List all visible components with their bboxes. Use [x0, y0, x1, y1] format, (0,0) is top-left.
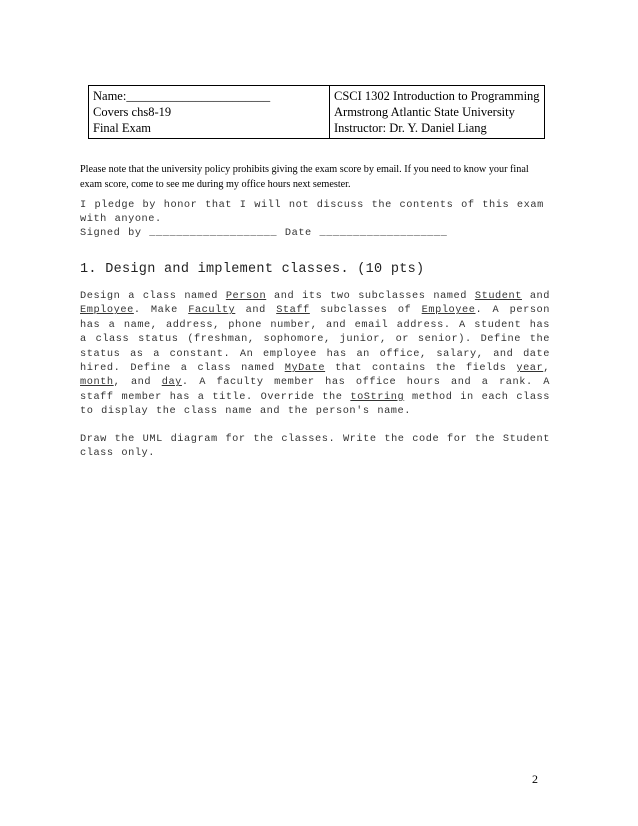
instructor-name: Instructor: Dr. Y. Daniel Liang	[334, 121, 487, 135]
honor-pledge: I pledge by honor that I will not discuss the contents of this exam with anyone.	[80, 199, 544, 226]
class-name-student: Student	[474, 290, 522, 302]
q1-text: and	[235, 304, 277, 317]
q1-text: ,	[543, 362, 550, 375]
q1-text: , and	[113, 376, 162, 389]
class-name-mydate: MyDate	[284, 362, 326, 375]
field-day: day	[161, 376, 182, 389]
header-right-cell	[330, 86, 545, 139]
method-tostring: toString	[350, 390, 405, 403]
class-name-person: Person	[225, 290, 267, 302]
q1-text: method in each class to display the class name and the person's name.	[80, 390, 551, 418]
class-name-staff: Staff	[276, 304, 310, 317]
q1-text: . A faculty member has office hours and a rank. A staff member has a title. Override the	[80, 376, 551, 403]
header-row	[89, 86, 545, 139]
exam-header-table	[88, 85, 545, 139]
q1-text: Design a class named	[80, 290, 226, 302]
name-line: Name:_______________________	[93, 89, 271, 103]
question-1-paragraph-2: Draw the UML diagram for the classes. Write the code for the Student class only.	[80, 432, 550, 460]
q1-text: . A person has a name, address, phone number, and email address. A student has a class status (freshman, sophomore, junior, or senior). Define the status as a constant. An employee has an office, salary, and date hired. Define a class named	[80, 304, 551, 375]
field-month: month	[80, 376, 114, 389]
exam-type: Final Exam	[93, 121, 151, 135]
course-title: CSCI 1302 Introduction to Programming	[334, 89, 540, 103]
class-name-faculty: Faculty	[188, 304, 236, 317]
q1-text: and its two subclasses named	[266, 290, 475, 302]
header-left-cell	[89, 86, 330, 139]
covers-chapters: Covers chs8-19	[93, 105, 172, 119]
q1-text: that contains the fields	[325, 362, 517, 375]
field-year: year	[516, 362, 544, 375]
university-name: Armstrong Atlantic State University	[334, 105, 515, 119]
class-name-employee: Employee	[80, 304, 134, 317]
signature-line: Signed by ___________________ Date ___________________	[80, 227, 448, 239]
page-number: 2	[532, 772, 538, 786]
q1-text: subclasses of	[309, 304, 422, 317]
question-1-body	[80, 289, 550, 473]
question-1-title: 1. Design and implement classes. (10 pts)	[80, 262, 425, 277]
score-policy-notice: Please note that the university policy prohibits giving the exam score by email. If you need to know your final exam score, come to see me during my office hours next semester.	[80, 164, 529, 190]
question-1-paragraph-1	[80, 289, 550, 419]
class-name-employee: Employee	[421, 304, 476, 317]
q1-text: . Make	[133, 304, 189, 317]
q1-text: and	[521, 290, 551, 302]
